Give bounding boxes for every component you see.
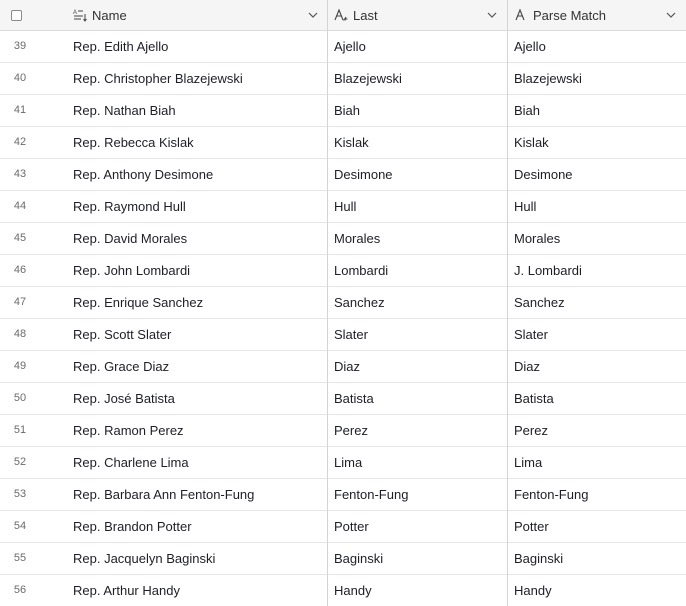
table-row[interactable] [0, 191, 686, 223]
column-header-parse-match[interactable] [514, 0, 686, 30]
row-number: 45 [13, 232, 27, 244]
table-row[interactable] [0, 159, 686, 191]
row-number: 51 [13, 424, 27, 436]
row-number: 53 [13, 488, 27, 500]
cell-name[interactable]: Rep. Anthony Desimone [73, 167, 214, 182]
table-row[interactable] [0, 351, 686, 383]
cell-parse-match[interactable]: Diaz [514, 359, 541, 374]
row-number: 47 [13, 296, 27, 308]
cell-last[interactable]: Batista [334, 391, 374, 406]
row-number: 41 [13, 104, 27, 116]
cell-name[interactable]: Rep. Barbara Ann Fenton-Fung [73, 487, 255, 502]
cell-name[interactable]: Rep. Edith Ajello [73, 39, 169, 54]
cell-last[interactable]: Lombardi [334, 263, 389, 278]
cell-parse-match[interactable]: J. Lombardi [514, 263, 582, 278]
row-number: 44 [13, 200, 27, 212]
column-divider[interactable] [327, 0, 328, 606]
column-header-name-label: Name [92, 7, 127, 23]
row-number: 48 [13, 328, 27, 340]
cell-name[interactable]: Rep. Arthur Handy [73, 583, 180, 598]
row-number: 42 [13, 136, 27, 148]
cell-last[interactable]: Ajello [334, 39, 366, 54]
table-row[interactable] [0, 415, 686, 447]
cell-name[interactable]: Rep. Scott Slater [73, 327, 172, 342]
cell-name[interactable]: Rep. David Morales [73, 231, 188, 246]
column-divider[interactable] [507, 0, 508, 606]
cell-parse-match[interactable]: Biah [514, 103, 541, 118]
row-number: 52 [13, 456, 27, 468]
cell-last[interactable]: Biah [334, 103, 361, 118]
table-row[interactable] [0, 223, 686, 255]
row-number: 50 [13, 392, 27, 404]
row-number: 43 [13, 168, 27, 180]
cell-last[interactable]: Lima [334, 455, 363, 470]
chevron-down-icon[interactable] [308, 11, 318, 19]
cell-name[interactable]: Rep. Nathan Biah [73, 103, 176, 118]
cell-name[interactable]: Rep. Rebecca Kislak [73, 135, 194, 150]
table-row[interactable] [0, 319, 686, 351]
text-icon [514, 8, 530, 22]
table-row[interactable] [0, 127, 686, 159]
table-row[interactable] [0, 543, 686, 575]
row-number: 39 [13, 40, 27, 52]
cell-last[interactable]: Kislak [334, 135, 369, 150]
long-text-icon [73, 8, 89, 22]
row-number: 49 [13, 360, 27, 372]
cell-name[interactable]: Rep. Grace Diaz [73, 359, 170, 374]
table-row[interactable] [0, 447, 686, 479]
cell-last[interactable]: Handy [334, 583, 372, 598]
select-all-checkbox[interactable] [11, 10, 22, 21]
row-number: 46 [13, 264, 27, 276]
cell-name[interactable]: Rep. Enrique Sanchez [73, 295, 204, 310]
select-all-cell [0, 0, 66, 30]
cell-parse-match[interactable]: Hull [514, 199, 537, 214]
cell-parse-match[interactable]: Fenton-Fung [514, 487, 589, 502]
column-header-name[interactable] [73, 0, 327, 30]
table-row[interactable] [0, 31, 686, 63]
table-row[interactable] [0, 511, 686, 543]
row-number: 55 [13, 552, 27, 564]
cell-name[interactable]: Rep. Ramon Perez [73, 423, 184, 438]
cell-parse-match[interactable]: Batista [514, 391, 554, 406]
column-header-last-label: Last [353, 7, 378, 23]
cell-parse-match[interactable]: Sanchez [514, 295, 565, 310]
cell-name[interactable]: Rep. John Lombardi [73, 263, 191, 278]
cell-parse-match[interactable]: Handy [514, 583, 552, 598]
cell-name[interactable]: Rep. Charlene Lima [73, 455, 189, 470]
column-header-parse-match-label: Parse Match [533, 7, 606, 23]
grid-header [0, 0, 686, 31]
cell-last[interactable]: Sanchez [334, 295, 385, 310]
cell-parse-match[interactable]: Slater [514, 327, 548, 342]
cell-parse-match[interactable]: Desimone [514, 167, 573, 182]
cell-name[interactable]: Rep. Raymond Hull [73, 199, 186, 214]
cell-last[interactable]: Fenton-Fung [334, 487, 409, 502]
cell-parse-match[interactable]: Lima [514, 455, 543, 470]
cell-last[interactable]: Morales [334, 231, 381, 246]
column-header-last[interactable] [334, 0, 507, 30]
chevron-down-icon[interactable] [487, 11, 497, 19]
cell-parse-match[interactable]: Baginski [514, 551, 564, 566]
cell-last[interactable]: Hull [334, 199, 357, 214]
cell-name[interactable]: Rep. Christopher Blazejewski [73, 71, 243, 86]
cell-last[interactable]: Baginski [334, 551, 384, 566]
cell-last[interactable]: Blazejewski [334, 71, 402, 86]
cell-last[interactable]: Desimone [334, 167, 393, 182]
table-row[interactable] [0, 479, 686, 511]
cell-parse-match[interactable]: Morales [514, 231, 561, 246]
cell-last[interactable]: Slater [334, 327, 368, 342]
cell-parse-match[interactable]: Blazejewski [514, 71, 582, 86]
grid-body [0, 31, 686, 606]
cell-parse-match[interactable]: Potter [514, 519, 549, 534]
cell-last[interactable]: Potter [334, 519, 369, 534]
table-row[interactable] [0, 287, 686, 319]
cell-last[interactable]: Perez [334, 423, 368, 438]
svg-text:A: A [73, 10, 78, 16]
table-row[interactable] [0, 63, 686, 95]
row-number: 54 [13, 520, 27, 532]
row-number: 56 [13, 584, 27, 596]
cell-name[interactable]: Rep. José Batista [73, 391, 175, 406]
cell-parse-match[interactable]: Kislak [514, 135, 549, 150]
row-number: 40 [13, 72, 27, 84]
formula-text-icon [334, 8, 350, 22]
cell-name[interactable]: Rep. Brandon Potter [73, 519, 192, 534]
cell-parse-match[interactable]: Ajello [514, 39, 546, 54]
table-row[interactable] [0, 383, 686, 415]
cell-name[interactable]: Rep. Jacquelyn Baginski [73, 551, 216, 566]
cell-last[interactable]: Diaz [334, 359, 361, 374]
table-row[interactable] [0, 575, 686, 606]
table-row[interactable] [0, 95, 686, 127]
chevron-down-icon[interactable] [666, 11, 676, 19]
cell-parse-match[interactable]: Perez [514, 423, 548, 438]
table-row[interactable] [0, 255, 686, 287]
